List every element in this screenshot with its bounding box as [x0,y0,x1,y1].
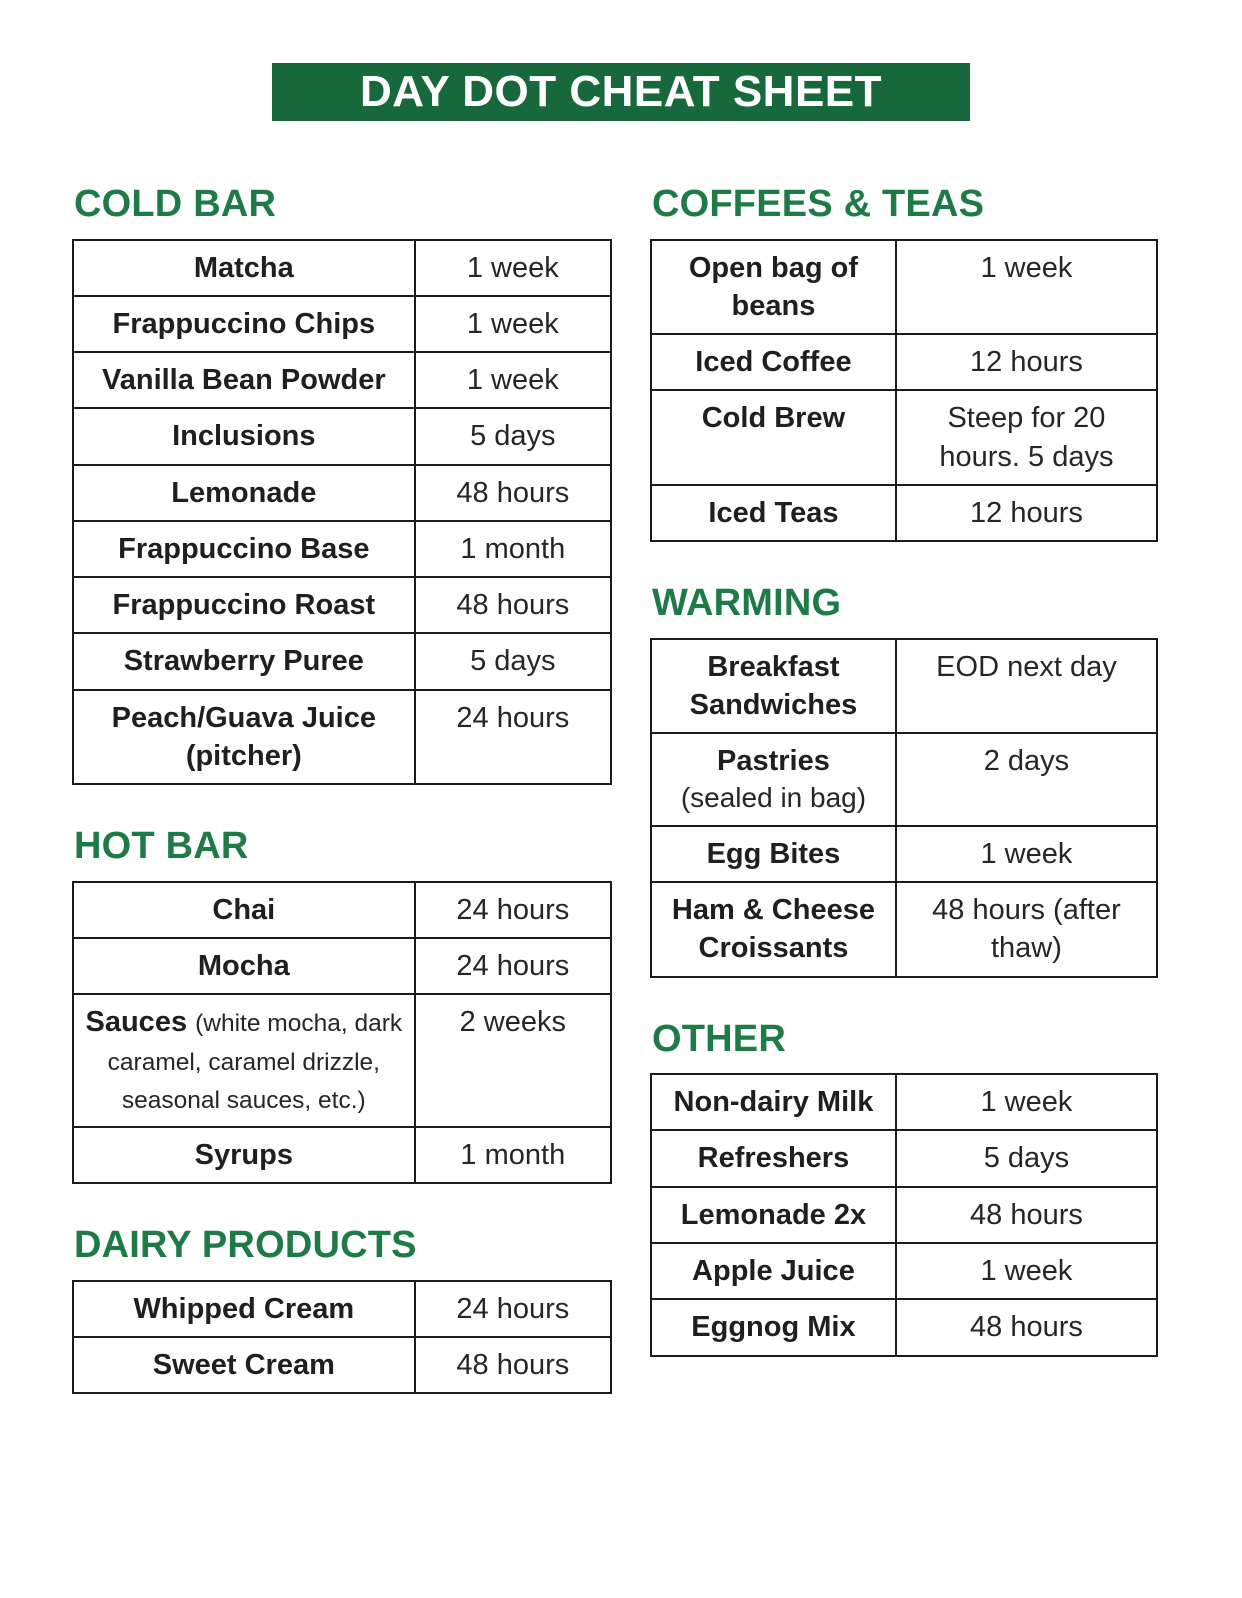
table-row [651,1130,1157,1186]
item-cell: Apple Juice [651,1243,896,1299]
table-row [651,1299,1157,1355]
item-cell: Lemonade 2x [651,1187,896,1243]
table-row [651,1187,1157,1243]
section-coffees-teas [650,183,1158,542]
value-cell: 48 hours [896,1187,1157,1243]
item-cell: Open bag of beans [651,240,896,335]
item-cell: Mocha [73,938,415,994]
cold-bar-table [72,239,612,786]
warming-table [650,638,1158,978]
value-cell: 1 week [415,240,611,296]
section-hot-bar [72,825,612,1184]
cold-bar-heading: COLD BAR [74,183,277,225]
table-row [651,240,1157,335]
coffees-teas-heading: COFFEES & TEAS [652,183,985,225]
item-note: (white mocha, dark caramel, caramel drizzle, seasonal sauces, etc.) [107,1010,403,1114]
value-cell: 1 week [415,296,611,352]
item-cell: Chai [73,882,415,938]
section-other [650,1018,1158,1357]
item-cell: Sweet Cream [73,1337,415,1393]
table-row [73,882,611,938]
page-title: DAY DOT CHEAT SHEET [359,67,883,116]
item-cell: Peach/Guava Juice (pitcher) [73,690,415,785]
value-cell: 48 hours [415,1337,611,1393]
dairy-products-heading: DAIRY PRODUCTS [74,1224,417,1267]
item-cell: Refreshers [651,1130,896,1186]
value-cell: 1 week [415,352,611,408]
item-name: Sauces [85,1006,188,1039]
hot-bar-table [72,881,612,1185]
value-cell: 24 hours [415,938,611,994]
table-row [651,485,1157,541]
title-banner [272,63,970,121]
table-row [73,1337,611,1393]
table-row [73,690,611,785]
item-cell: Lemonade [73,465,415,521]
value-cell: 5 days [896,1130,1157,1186]
value-cell: 24 hours [415,882,611,938]
value-cell: 48 hours [415,465,611,521]
dairy-products-table [72,1280,612,1395]
value-cell: 48 hours [415,577,611,633]
item-cell: Inclusions [73,408,415,464]
section-cold-bar [72,183,612,785]
table-row [73,240,611,296]
table-row [73,408,611,464]
item-cell: Ham & Cheese Croissants [651,882,896,977]
item-note: (sealed in bag) [680,782,867,814]
item-cell [73,994,415,1127]
hot-bar-heading: HOT BAR [74,825,249,868]
item-cell: Non-dairy Milk [651,1074,896,1130]
table-row [73,296,611,352]
value-cell: 1 week [896,240,1157,335]
table-row [73,938,611,994]
value-cell: 1 week [896,1243,1157,1299]
item-cell: Syrups [73,1127,415,1183]
item-cell: Whipped Cream [73,1281,415,1337]
item-cell: Vanilla Bean Powder [73,352,415,408]
item-cell [651,733,896,826]
table-row [651,639,1157,734]
table-row [73,633,611,689]
table-row [73,465,611,521]
item-cell: Matcha [73,240,415,296]
table-row [73,352,611,408]
content-columns [0,183,1242,1394]
item-cell: Frappuccino Roast [73,577,415,633]
section-dairy-products [72,1224,612,1394]
table-row [651,733,1157,826]
right-column [650,183,1158,1357]
value-cell: 5 days [415,633,611,689]
item-cell: Iced Coffee [651,334,896,390]
coffees-teas-table [650,239,1158,543]
table-row [651,334,1157,390]
value-cell: 1 month [415,1127,611,1183]
item-cell: Egg Bites [651,826,896,882]
table-row [651,390,1157,485]
table-row [73,577,611,633]
value-cell: 1 week [896,1074,1157,1130]
table-row [73,1127,611,1183]
section-warming [650,582,1158,978]
value-cell: EOD next day [896,639,1157,734]
item-cell: Eggnog Mix [651,1299,896,1355]
value-cell: 5 days [415,408,611,464]
value-cell: 2 days [896,733,1157,826]
table-row [73,994,611,1127]
value-cell: 24 hours [415,690,611,785]
other-table [650,1073,1158,1356]
item-name: Pastries [717,745,830,778]
value-cell: 12 hours [896,485,1157,541]
value-cell: 48 hours [896,1299,1157,1355]
value-cell: 1 week [896,826,1157,882]
value-cell: 2 weeks [415,994,611,1127]
table-row [651,882,1157,977]
warming-heading: WARMING [652,582,842,625]
table-row [73,1281,611,1337]
item-cell: Breakfast Sandwiches [651,639,896,734]
left-column [72,183,612,1394]
value-cell: Steep for 20 hours. 5 days [896,390,1157,485]
value-cell: 12 hours [896,334,1157,390]
item-cell: Cold Brew [651,390,896,485]
table-row [651,1074,1157,1130]
table-row [651,1243,1157,1299]
value-cell: 1 month [415,521,611,577]
table-row [73,521,611,577]
other-heading: OTHER [652,1017,786,1060]
value-cell: 24 hours [415,1281,611,1337]
table-row [651,826,1157,882]
item-cell: Strawberry Puree [73,633,415,689]
item-cell: Iced Teas [651,485,896,541]
item-cell: Frappuccino Chips [73,296,415,352]
item-cell: Frappuccino Base [73,521,415,577]
value-cell: 48 hours (after thaw) [896,882,1157,977]
